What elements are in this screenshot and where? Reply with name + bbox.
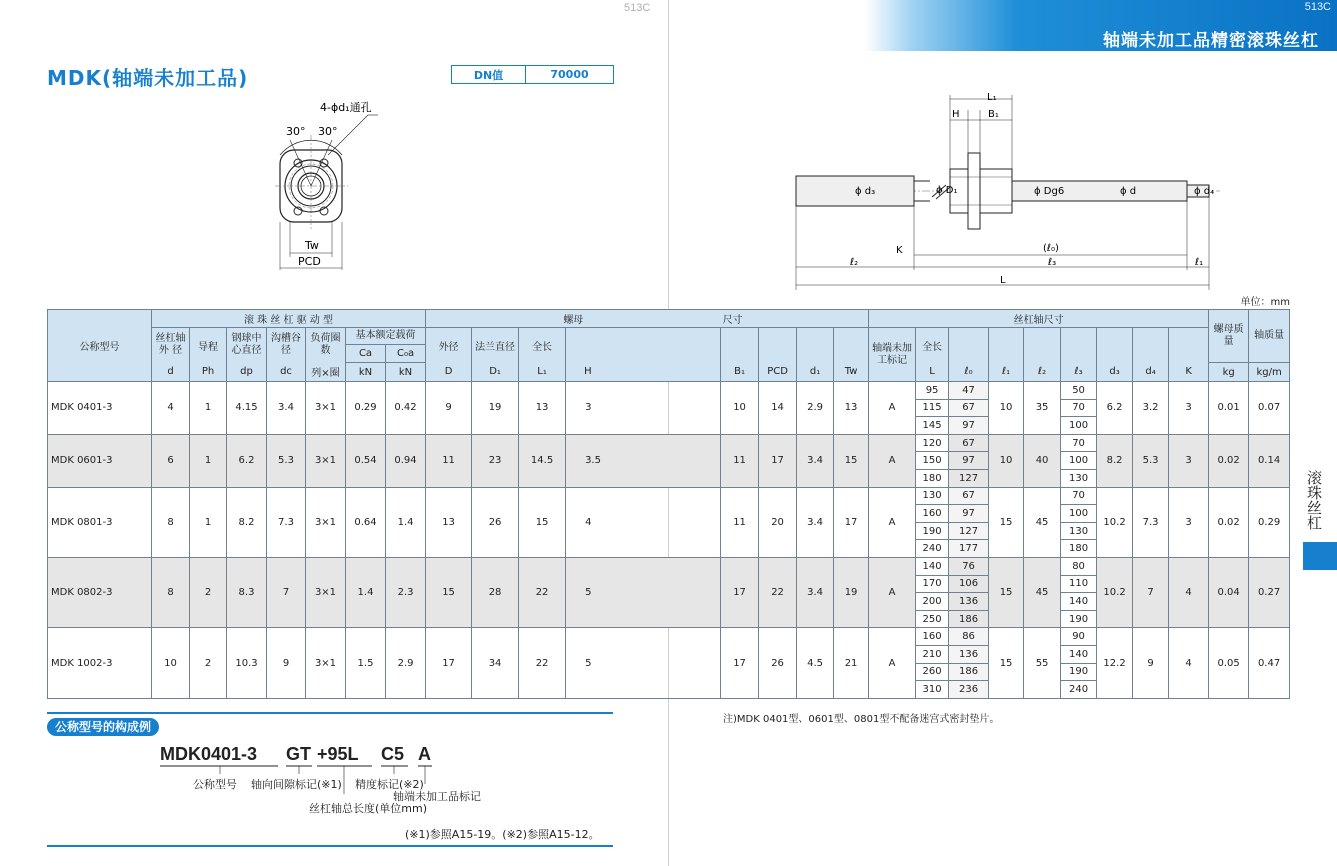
cell-1: 70 xyxy=(1061,399,1097,417)
cell-PCD: 17 xyxy=(759,434,797,487)
cell-2: 127 xyxy=(949,469,989,487)
cell-l2: 45 xyxy=(1024,557,1061,627)
h-shaft-mass: 轴质量 xyxy=(1249,310,1290,363)
table-row xyxy=(48,382,1290,400)
cell-H: 5 xyxy=(566,557,721,627)
cell-Tw: 21 xyxy=(834,628,869,698)
u-dc: dc xyxy=(267,363,306,382)
cell-turns: 3×1 xyxy=(306,382,346,435)
cell-nut_mass: 0.02 xyxy=(1209,434,1249,487)
cell-end: A xyxy=(869,434,916,487)
table-note: 注)MDK 0401型、0601型、0801型不配备迷宫式密封垫片。 xyxy=(723,714,1000,725)
h-nut: 螺母 xyxy=(426,310,721,328)
cell-D1: 28 xyxy=(472,557,519,627)
cell-1: 115 xyxy=(916,399,949,417)
u-D1: D₁ xyxy=(472,363,519,382)
cell-ca: 0.64 xyxy=(346,487,386,557)
cell-c0a: 0.94 xyxy=(386,434,426,487)
cell-D: 17 xyxy=(426,628,472,698)
u-PCD: PCD xyxy=(759,363,797,382)
cell-0: 90 xyxy=(1061,628,1097,646)
cell-turns: 3×1 xyxy=(306,487,346,557)
cell-d: 6 xyxy=(152,434,190,487)
cell-d1: 3.4 xyxy=(797,557,834,627)
h-nut-mass: 螺母质量 xyxy=(1209,310,1249,363)
table-body xyxy=(48,382,1290,699)
tw-label: Tw xyxy=(305,239,319,252)
cell-3: 190 xyxy=(1061,610,1097,628)
h-dp: 钢球中心直径 xyxy=(227,328,267,363)
cell-0: 160 xyxy=(916,628,949,646)
u-L: L xyxy=(916,363,949,382)
h-end: 轴端未加工标记 xyxy=(869,328,916,382)
cell-model: MDK 0601-3 xyxy=(48,434,152,487)
shaft-drawing xyxy=(790,85,1230,295)
cell-B1: 17 xyxy=(721,557,759,627)
unit-note: 单位：mm xyxy=(1240,297,1290,308)
h-dc: 沟槽谷径 xyxy=(267,328,306,363)
cell-D1: 26 xyxy=(472,487,519,557)
cell-0: 130 xyxy=(916,487,949,505)
reference-note: (※1)参照A15-19。(※2)参照A15-12。 xyxy=(405,828,600,841)
d4-label: ϕ d₄ xyxy=(1194,186,1215,197)
cell-d3: 8.2 xyxy=(1097,434,1133,487)
side-tab-label: 滚珠丝杠 xyxy=(1305,470,1323,530)
cell-Tw: 15 xyxy=(834,434,869,487)
cell-2: 127 xyxy=(949,522,989,540)
cell-0: 67 xyxy=(949,434,989,452)
cell-D: 9 xyxy=(426,382,472,435)
cell-d4: 3.2 xyxy=(1133,382,1169,435)
right-page-number: 513C xyxy=(1304,1,1331,13)
cell-l2: 35 xyxy=(1024,382,1061,435)
cell-Tw: 17 xyxy=(834,487,869,557)
l0-label: (ℓ₀) xyxy=(1043,243,1059,254)
u-d1: d₁ xyxy=(797,363,834,382)
code-length: +95L xyxy=(317,744,359,764)
cell-0: 76 xyxy=(949,557,989,575)
cell-d4: 7.3 xyxy=(1133,487,1169,557)
cell-B1: 10 xyxy=(721,382,759,435)
cell-0: 70 xyxy=(1061,487,1097,505)
cell-ca: 1.4 xyxy=(346,557,386,627)
left-page-number: 513C xyxy=(624,2,651,14)
code-accuracy: C5 xyxy=(381,744,405,764)
cell-shaft_mass: 0.47 xyxy=(1249,628,1290,698)
table-row xyxy=(48,487,1290,505)
cell-ph: 1 xyxy=(190,382,227,435)
header-banner xyxy=(865,0,1337,51)
cell-K: 3 xyxy=(1169,487,1209,557)
u-K: K xyxy=(1169,363,1209,382)
cell-ph: 2 xyxy=(190,628,227,698)
cell-d4: 7 xyxy=(1133,557,1169,627)
cell-l1: 15 xyxy=(989,628,1024,698)
u-l3: ℓ₃ xyxy=(1061,363,1097,382)
cell-0: 50 xyxy=(1061,382,1097,400)
cell-D1: 23 xyxy=(472,434,519,487)
flange-drawing xyxy=(250,95,390,275)
cell-c0a: 0.42 xyxy=(386,382,426,435)
cell-nut_mass: 0.05 xyxy=(1209,628,1249,698)
Dg6-label: ϕ Dg6 xyxy=(1034,186,1065,197)
cell-shaft_mass: 0.29 xyxy=(1249,487,1290,557)
section-title: MDK(轴端未加工品) xyxy=(47,66,249,90)
u-kn2: kN xyxy=(386,363,426,382)
u-kg: kg xyxy=(1209,363,1249,382)
cell-1: 150 xyxy=(916,452,949,470)
h-flange: 法兰直径 xyxy=(472,328,519,363)
cell-ca: 0.54 xyxy=(346,434,386,487)
angle-left-label: 30° xyxy=(286,125,306,138)
cell-d3: 6.2 xyxy=(1097,382,1133,435)
cell-model: MDK 0801-3 xyxy=(48,487,152,557)
u-D: D xyxy=(426,363,472,382)
cell-model: MDK 0401-3 xyxy=(48,382,152,435)
cell-3: 236 xyxy=(949,681,989,699)
cell-2: 130 xyxy=(1061,469,1097,487)
u-Tw: Tw xyxy=(834,363,869,382)
D1-label: ϕ D₁ xyxy=(936,185,958,196)
cell-0: 120 xyxy=(916,434,949,452)
cell-2: 145 xyxy=(916,417,949,435)
cell-shaft_mass: 0.14 xyxy=(1249,434,1290,487)
h-len: 全长 xyxy=(519,328,566,363)
u-d3: d₃ xyxy=(1097,363,1133,382)
cell-L1: 13 xyxy=(519,382,566,435)
cell-0: 86 xyxy=(949,628,989,646)
label-model: 公称型号 xyxy=(193,778,237,791)
cell-0: 70 xyxy=(1061,434,1097,452)
cell-3: 186 xyxy=(949,610,989,628)
d3-label: ϕ d₃ xyxy=(855,186,876,197)
cell-ph: 2 xyxy=(190,557,227,627)
cell-1: 97 xyxy=(949,505,989,523)
dn-value: 70000 xyxy=(550,68,589,81)
cell-D: 13 xyxy=(426,487,472,557)
cell-l1: 15 xyxy=(989,557,1024,627)
H-label: H xyxy=(952,109,960,120)
cell-D1: 34 xyxy=(472,628,519,698)
cell-dc: 7 xyxy=(267,557,306,627)
cell-end: A xyxy=(869,382,916,435)
cell-1: 97 xyxy=(949,452,989,470)
d-label: ϕ d xyxy=(1120,186,1137,197)
cell-1: 100 xyxy=(1061,452,1097,470)
cell-H: 3 xyxy=(566,382,721,435)
cell-d: 8 xyxy=(152,487,190,557)
cell-L1: 14.5 xyxy=(519,434,566,487)
cell-1: 160 xyxy=(916,505,949,523)
cell-turns: 3×1 xyxy=(306,557,346,627)
cell-dc: 7.3 xyxy=(267,487,306,557)
cell-2: 180 xyxy=(916,469,949,487)
K-label: K xyxy=(896,245,903,256)
cell-2: 136 xyxy=(949,593,989,611)
u-H: H xyxy=(566,363,721,382)
L-label: L xyxy=(1000,275,1006,286)
h-turns: 负荷圈数 xyxy=(306,328,346,363)
label-accuracy: 精度标记(※2) xyxy=(355,778,424,791)
cell-1: 67 xyxy=(949,399,989,417)
cell-K: 3 xyxy=(1169,434,1209,487)
cell-PCD: 20 xyxy=(759,487,797,557)
cell-1: 106 xyxy=(949,575,989,593)
cell-c0a: 2.3 xyxy=(386,557,426,627)
cell-D1: 19 xyxy=(472,382,519,435)
cell-dp: 6.2 xyxy=(227,434,267,487)
cell-B1: 11 xyxy=(721,434,759,487)
cell-l1: 10 xyxy=(989,382,1024,435)
u-kn1: kN xyxy=(346,363,386,382)
cell-B1: 11 xyxy=(721,487,759,557)
cell-d4: 5.3 xyxy=(1133,434,1169,487)
cell-2: 190 xyxy=(1061,663,1097,681)
cell-PCD: 22 xyxy=(759,557,797,627)
cell-L1: 22 xyxy=(519,557,566,627)
cell-2: 97 xyxy=(949,417,989,435)
cell-3: 240 xyxy=(1061,681,1097,699)
cell-L1: 15 xyxy=(519,487,566,557)
h-shaft-od: 丝杠轴外 径 xyxy=(152,328,190,363)
cell-2: 186 xyxy=(949,663,989,681)
cell-0: 47 xyxy=(949,382,989,400)
h-od: 外径 xyxy=(426,328,472,363)
cell-dp: 8.3 xyxy=(227,557,267,627)
table-row xyxy=(48,434,1290,452)
bottom-line xyxy=(47,845,613,847)
cell-PCD: 26 xyxy=(759,628,797,698)
table-row xyxy=(48,557,1290,575)
u-ph: Ph xyxy=(190,363,227,382)
cell-H: 3.5 xyxy=(566,434,721,487)
cell-H: 5 xyxy=(566,628,721,698)
cell-turns: 3×1 xyxy=(306,434,346,487)
u-dp: dp xyxy=(227,363,267,382)
cell-dc: 3.4 xyxy=(267,382,306,435)
u-L1: L₁ xyxy=(519,363,566,382)
cell-model: MDK 1002-3 xyxy=(48,628,152,698)
cell-l1: 15 xyxy=(989,487,1024,557)
h-ca: Ca xyxy=(346,345,386,362)
holes-label: 4-ϕd₁通孔 xyxy=(320,101,372,114)
cell-nut_mass: 0.02 xyxy=(1209,487,1249,557)
cell-d3: 10.2 xyxy=(1097,557,1133,627)
cell-3: 177 xyxy=(949,540,989,558)
cell-turns: 3×1 xyxy=(306,628,346,698)
cell-end: A xyxy=(869,628,916,698)
cell-d1: 3.4 xyxy=(797,487,834,557)
dn-value-box xyxy=(451,65,614,84)
cell-shaft_mass: 0.27 xyxy=(1249,557,1290,627)
cell-l2: 40 xyxy=(1024,434,1061,487)
cell-model: MDK 0802-3 xyxy=(48,557,152,627)
cell-3: 180 xyxy=(1061,540,1097,558)
u-kgm: kg/m xyxy=(1249,363,1290,382)
cell-3: 250 xyxy=(916,610,949,628)
cell-2: 130 xyxy=(1061,522,1097,540)
cell-K: 4 xyxy=(1169,628,1209,698)
example-section-title: 公称型号的构成例 xyxy=(47,718,159,736)
cell-c0a: 2.9 xyxy=(386,628,426,698)
section-line xyxy=(47,712,613,714)
u-B1: B₁ xyxy=(721,363,759,382)
cell-1: 210 xyxy=(916,645,949,663)
cell-3: 240 xyxy=(916,540,949,558)
h-model: 公称型号 xyxy=(48,310,152,382)
cell-d: 8 xyxy=(152,557,190,627)
L1-label: L₁ xyxy=(987,92,997,103)
cell-d3: 12.2 xyxy=(1097,628,1133,698)
cell-d: 4 xyxy=(152,382,190,435)
cell-0: 80 xyxy=(1061,557,1097,575)
cell-1: 136 xyxy=(949,645,989,663)
h-lead: 导程 xyxy=(190,328,227,363)
cell-ca: 0.29 xyxy=(346,382,386,435)
cell-d4: 9 xyxy=(1133,628,1169,698)
cell-dp: 10.3 xyxy=(227,628,267,698)
cell-0: 140 xyxy=(916,557,949,575)
cell-l2: 45 xyxy=(1024,487,1061,557)
u-l2: ℓ₂ xyxy=(1024,363,1061,382)
cell-dc: 9 xyxy=(267,628,306,698)
cell-Tw: 13 xyxy=(834,382,869,435)
cell-0: 67 xyxy=(949,487,989,505)
h-drive: 滚 珠 丝 杠 驱 动 型 xyxy=(152,310,426,328)
cell-2: 200 xyxy=(916,593,949,611)
cell-1: 100 xyxy=(1061,505,1097,523)
cell-l1: 10 xyxy=(989,434,1024,487)
h-load: 基本额定载荷 xyxy=(346,328,425,345)
pcd-label: PCD xyxy=(298,255,321,268)
label-total-length: 丝杠轴总长度(单位mm) xyxy=(309,802,428,815)
cell-ph: 1 xyxy=(190,434,227,487)
u-l0: ℓ₀ xyxy=(949,363,989,382)
cell-1: 170 xyxy=(916,575,949,593)
h-shaft: 丝杠轴尺寸 xyxy=(869,310,1209,328)
cell-2: 140 xyxy=(1061,593,1097,611)
cell-0: 95 xyxy=(916,382,949,400)
label-end-mark: 轴端未加工品标记 xyxy=(393,790,481,803)
code-gt: GT xyxy=(286,744,311,764)
B1-label: B₁ xyxy=(988,109,999,120)
cell-2: 100 xyxy=(1061,417,1097,435)
cell-d1: 3.4 xyxy=(797,434,834,487)
cell-Tw: 19 xyxy=(834,557,869,627)
u-d4: d₄ xyxy=(1133,363,1169,382)
cell-dp: 8.2 xyxy=(227,487,267,557)
cell-nut_mass: 0.04 xyxy=(1209,557,1249,627)
cell-dp: 4.15 xyxy=(227,382,267,435)
u-d: d xyxy=(152,363,190,382)
angle-right-label: 30° xyxy=(318,125,338,138)
cell-c0a: 1.4 xyxy=(386,487,426,557)
dn-label: DN值 xyxy=(452,66,526,83)
h-load-block xyxy=(346,328,426,363)
cell-PCD: 14 xyxy=(759,382,797,435)
cell-nut_mass: 0.01 xyxy=(1209,382,1249,435)
cell-l2: 55 xyxy=(1024,628,1061,698)
cell-end: A xyxy=(869,557,916,627)
u-l1: ℓ₁ xyxy=(989,363,1024,382)
cell-end: A xyxy=(869,487,916,557)
cell-3: 310 xyxy=(916,681,949,699)
cell-d1: 4.5 xyxy=(797,628,834,698)
cell-1: 140 xyxy=(1061,645,1097,663)
h-size: 尺寸 xyxy=(721,310,869,328)
cell-d1: 2.9 xyxy=(797,382,834,435)
cell-K: 4 xyxy=(1169,557,1209,627)
cell-2: 260 xyxy=(916,663,949,681)
cell-ca: 1.5 xyxy=(346,628,386,698)
code-model: MDK0401-3 xyxy=(160,744,258,764)
cell-d: 10 xyxy=(152,628,190,698)
cell-L1: 22 xyxy=(519,628,566,698)
l2-label: ℓ₂ xyxy=(850,257,859,268)
table-row xyxy=(48,628,1290,646)
cell-shaft_mass: 0.07 xyxy=(1249,382,1290,435)
cell-dc: 5.3 xyxy=(267,434,306,487)
code-end: A xyxy=(418,744,431,764)
banner-title: 轴端未加工品精密滚珠丝杠 xyxy=(1103,31,1319,51)
h-total: 全长 xyxy=(916,328,949,363)
cell-d3: 10.2 xyxy=(1097,487,1133,557)
cell-H: 4 xyxy=(566,487,721,557)
l1-label: ℓ₁ xyxy=(1195,257,1204,268)
h-c0a: C₀a xyxy=(396,348,415,359)
l3-label: ℓ₃ xyxy=(1048,257,1057,268)
spec-table xyxy=(47,309,1290,699)
cell-B1: 17 xyxy=(721,628,759,698)
cell-1: 110 xyxy=(1061,575,1097,593)
u-turns: 列×圈 xyxy=(306,363,346,382)
label-clearance: 轴向间隙标记(※1) xyxy=(251,778,342,791)
cell-ph: 1 xyxy=(190,487,227,557)
cell-K: 3 xyxy=(1169,382,1209,435)
cell-D: 11 xyxy=(426,434,472,487)
cell-D: 15 xyxy=(426,557,472,627)
side-tab-marker xyxy=(1303,542,1337,570)
cell-2: 190 xyxy=(916,522,949,540)
